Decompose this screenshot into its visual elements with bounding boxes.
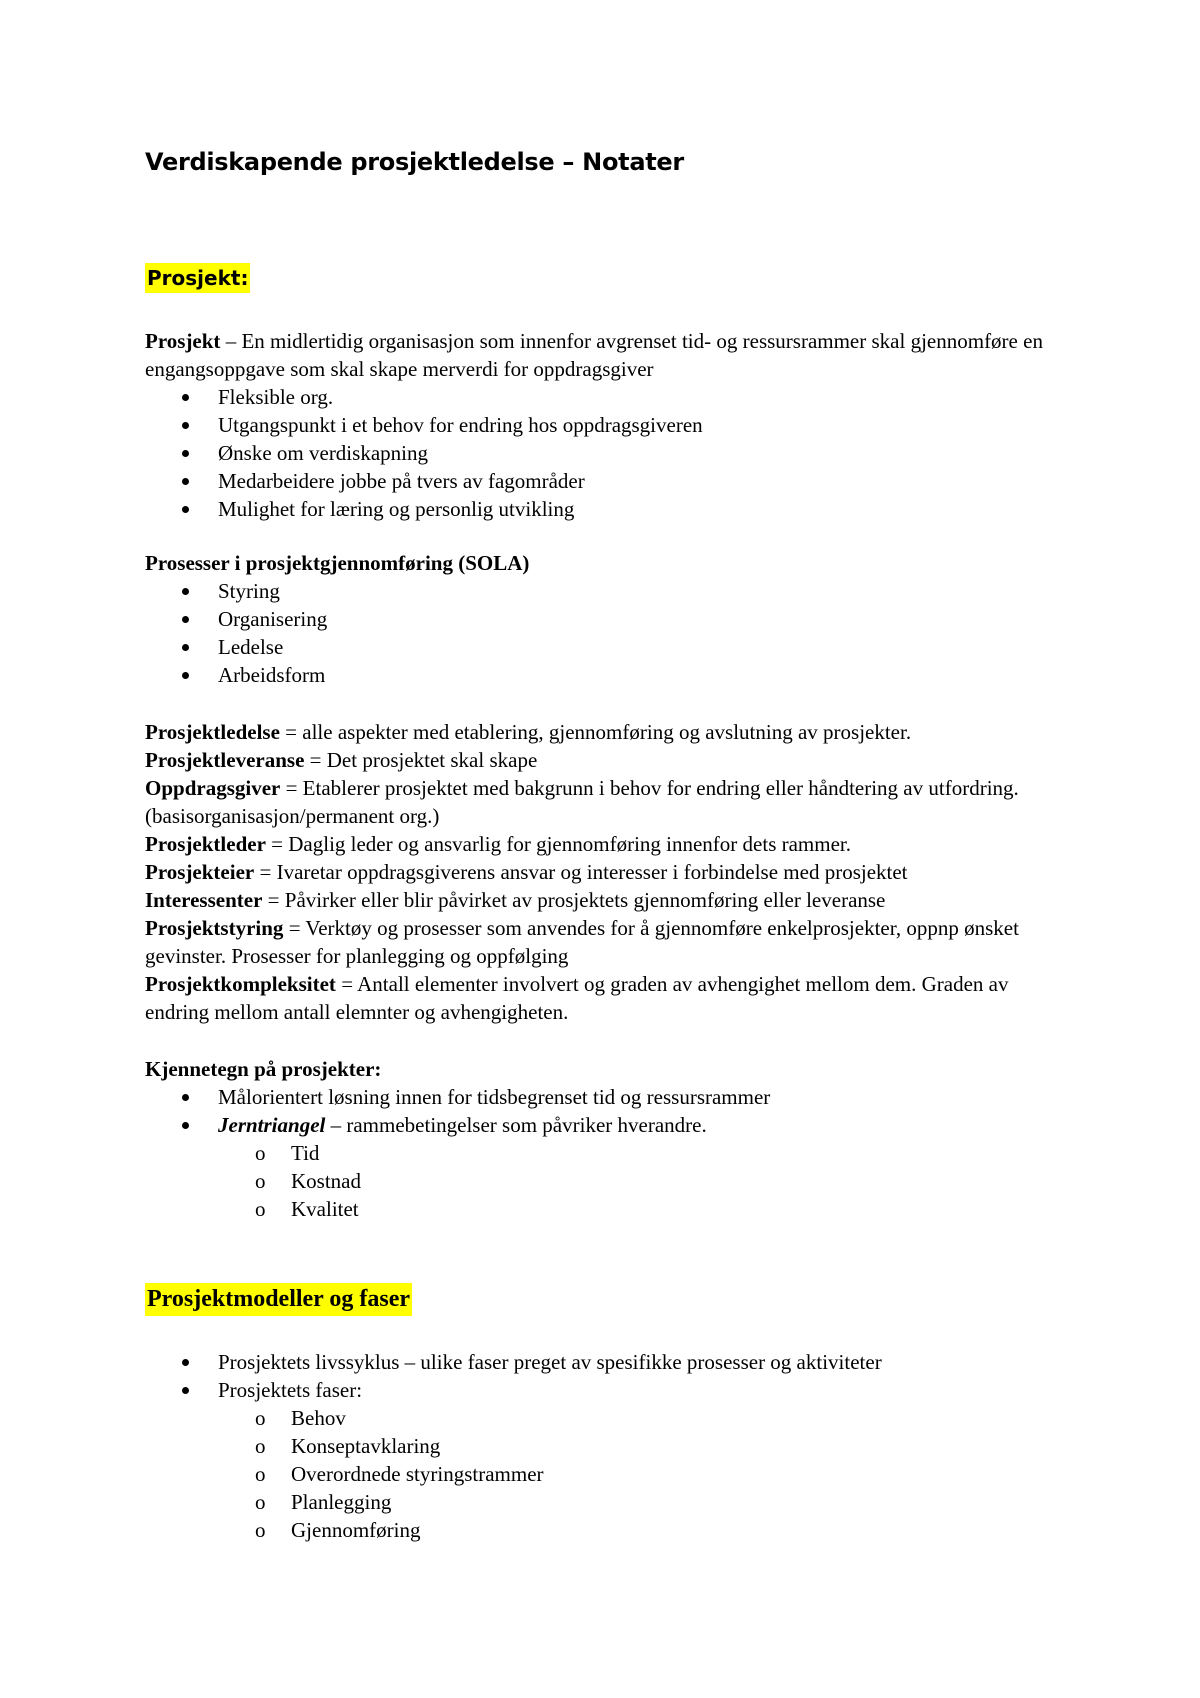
list-item-jerntriangel: [145, 1111, 1065, 1139]
term-prosjektledelse: [145, 718, 1065, 746]
sub-item-text: Kvalitet: [291, 1197, 359, 1221]
sub-bullet-marker: o: [255, 1141, 266, 1165]
sub-bullet-marker: o: [255, 1406, 266, 1430]
section-heading-modeller: Prosjektmodeller og faser: [145, 1283, 412, 1316]
list-item: Prosjektets livssyklus – ulike faser preget av spesifikke prosesser og aktiviteter: [145, 1348, 1065, 1376]
term-label: Prosjektleder: [145, 832, 266, 856]
term-label: Oppdragsgiver: [145, 776, 281, 800]
term-oppdragsgiver: [145, 774, 1065, 830]
sub-bullet-marker: o: [255, 1169, 266, 1193]
term-label: Prosjektleveranse: [145, 748, 305, 772]
list-item: Fleksible org.: [145, 383, 1065, 411]
features-list: [145, 1083, 1065, 1139]
modeller-bullet-list: [145, 1348, 1065, 1404]
sub-item-text: Behov: [291, 1406, 346, 1430]
term-text: = Det prosjektet skal skape: [304, 748, 538, 772]
sub-bullet-marker: o: [255, 1434, 266, 1458]
term-text: = Etablerer prosjektet med bakgrunn i behov for endring eller håndtering av utfordring. (basisorganisasjon/permanent org.): [145, 776, 1019, 828]
term-text: = Daglig leder og ansvarlig for gjennomføring innenfor dets rammer.: [265, 832, 852, 856]
term-label: Prosjektledelse: [145, 720, 280, 744]
term-label: Prosjektstyring: [145, 916, 284, 940]
list-item: Ledelse: [145, 633, 1065, 661]
sub-item-text: Konseptavklaring: [291, 1434, 441, 1458]
sub-item-text: Kostnad: [291, 1169, 361, 1193]
document-title: Verdiskapende prosjektledelse – Notater: [145, 148, 684, 176]
sub-list-item: [145, 1195, 1065, 1223]
term-text: = Ivaretar oppdragsgiverens ansvar og interesser i forbindelse med prosjektet: [254, 860, 908, 884]
jerntriangel-term: Jerntriangel: [218, 1113, 326, 1137]
term-prosjekteier: [145, 858, 1065, 886]
term-label: Prosjektkompleksitet: [145, 972, 336, 996]
processes-heading: Prosesser i prosjektgjennomføring (SOLA): [145, 551, 530, 575]
phases-sublist: [145, 1404, 1065, 1544]
sub-item-text: Planlegging: [291, 1490, 392, 1514]
triangle-sublist: [145, 1139, 1065, 1223]
list-item: Arbeidsform: [145, 661, 1065, 689]
sub-list-item: [145, 1404, 1065, 1432]
list-item: Styring: [145, 577, 1065, 605]
prosjekt-bullet-list: [145, 383, 1065, 523]
features-block: [145, 1055, 1065, 1223]
list-item: Mulighet for læring og personlig utvikling: [145, 495, 1065, 523]
sub-bullet-marker: o: [255, 1462, 266, 1486]
sub-list-item: [145, 1460, 1065, 1488]
list-item: Organisering: [145, 605, 1065, 633]
sub-bullet-marker: o: [255, 1197, 266, 1221]
term-prosjektkompleksitet: [145, 970, 1065, 1026]
sub-list-item: [145, 1488, 1065, 1516]
processes-list: [145, 577, 1065, 689]
processes-block: [145, 549, 1065, 689]
sub-list-item: [145, 1167, 1065, 1195]
list-item: Utgangspunkt i et behov for endring hos oppdragsgiveren: [145, 411, 1065, 439]
features-heading: Kjennetegn på prosjekter:: [145, 1057, 382, 1081]
term-text: = alle aspekter med etablering, gjennomføring og avslutning av prosjekter.: [279, 720, 912, 744]
list-item: Medarbeidere jobbe på tvers av fagområder: [145, 467, 1065, 495]
definition-text: – En midlertidig organisasjon som innenfor avgrenset tid- og ressursrammer skal gjennomføre en engangsoppgave som skal skape merverdi for oppdragsgiver: [145, 329, 1043, 381]
sub-bullet-marker: o: [255, 1518, 266, 1542]
term-prosjektleveranse: [145, 746, 1065, 774]
term-prosjektleder: [145, 830, 1065, 858]
definition-term: Prosjekt: [145, 329, 221, 353]
term-interessenter: [145, 886, 1065, 914]
sub-item-text: Overordnede styringstrammer: [291, 1462, 544, 1486]
section-heading-prosjekt: Prosjekt:: [145, 263, 250, 293]
sub-list-item: [145, 1516, 1065, 1544]
sub-bullet-marker: o: [255, 1490, 266, 1514]
section-prosjekt-body: [145, 327, 1065, 523]
terms-block: [145, 718, 1065, 1026]
list-item: Målorientert løsning innen for tidsbegrenset tid og ressursrammer: [145, 1083, 1065, 1111]
term-text: = Antall elementer involvert og graden av avhengighet mellom dem. Graden av endring mellom antall elemnter og avhengigheten.: [145, 972, 1009, 1024]
list-item: Prosjektets faser:: [145, 1376, 1065, 1404]
term-prosjektstyring: [145, 914, 1065, 970]
term-label: Prosjekteier: [145, 860, 255, 884]
term-text: = Påvirker eller blir påvirket av prosjektets gjennomføring eller leveranse: [262, 888, 886, 912]
term-text: = Verktøy og prosesser som anvendes for å gjennomføre enkelprosjekter, oppnp ønsket gevinster. Prosesser for planlegging og oppfølging: [145, 916, 1019, 968]
section-modeller-body: [145, 1348, 1065, 1544]
list-item: Ønske om verdiskapning: [145, 439, 1065, 467]
sub-list-item: [145, 1139, 1065, 1167]
term-label: Interessenter: [145, 888, 263, 912]
sub-item-text: Tid: [291, 1141, 320, 1165]
jerntriangel-text: – rammebetingelser som påvriker hverandre.: [325, 1113, 707, 1137]
definition-prosjekt: [145, 327, 1065, 383]
sub-item-text: Gjennomføring: [291, 1518, 421, 1542]
sub-list-item: [145, 1432, 1065, 1460]
